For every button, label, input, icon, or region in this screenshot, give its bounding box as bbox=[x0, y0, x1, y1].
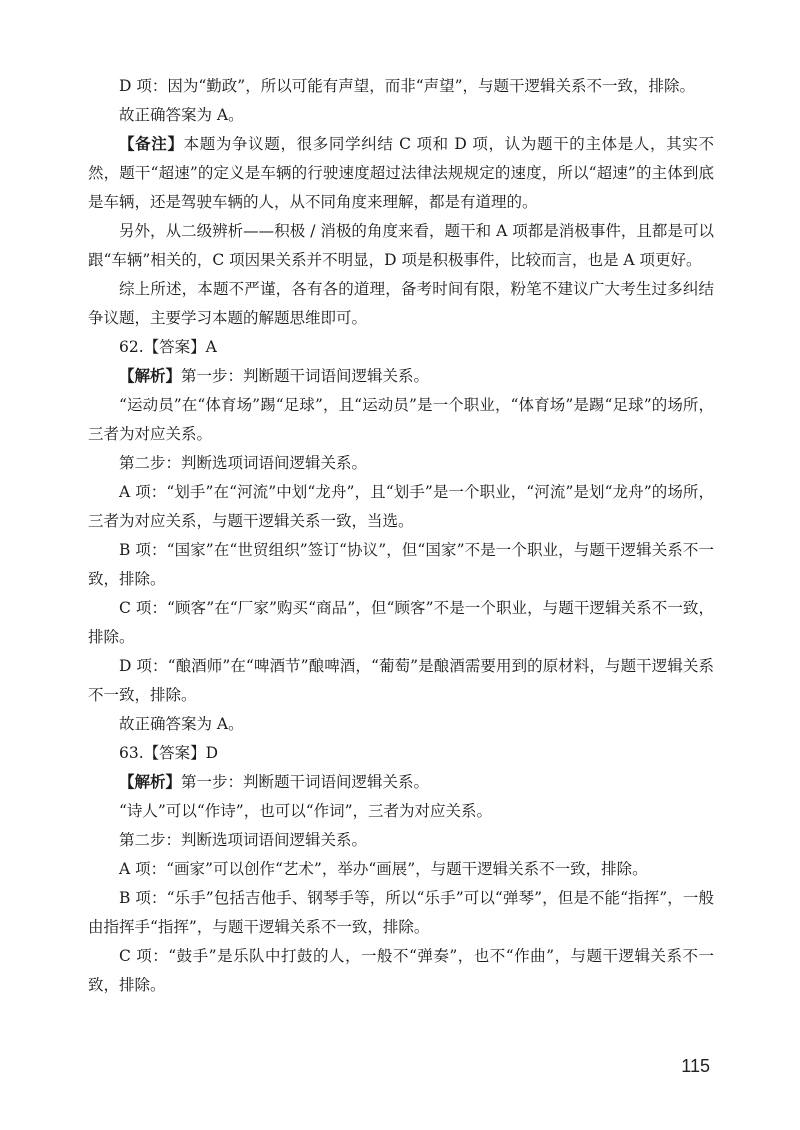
paragraph bbox=[88, 72, 714, 101]
paragraph-text: 故正确答案为 A。 bbox=[119, 715, 244, 733]
paragraph bbox=[88, 826, 714, 855]
paragraph bbox=[88, 391, 714, 449]
paragraph-text: “诗人”可以“作诗”，也可以“作词”，三者为对应关系。 bbox=[119, 802, 493, 820]
paragraph-text: 第一步：判断题干词语间逻辑关系。 bbox=[181, 367, 430, 385]
paragraph-text: B 项：“乐手”包括吉他手、钢琴手等，所以“乐手”可以“弹琴”，但是不能“指挥”，一般由指挥手“指挥”，与题干逻辑关系不一致，排除。 bbox=[88, 889, 714, 936]
analysis-paragraph bbox=[88, 362, 714, 391]
paragraph-text: 第二步：判断选项词语间逻辑关系。 bbox=[119, 831, 368, 849]
paragraph bbox=[88, 101, 714, 130]
option-a-paragraph bbox=[88, 855, 714, 884]
document-page bbox=[88, 72, 714, 1000]
paragraph-text: 第一步：判断题干词语间逻辑关系。 bbox=[181, 773, 430, 791]
paragraph bbox=[88, 449, 714, 478]
paragraph-text: 本题为争议题，很多同学纠结 C 项和 D 项，认为题干的主体是人，其实不然，题干“超速”的定义是车辆的行驶速度超过法律法规规定的速度，所以“超速”的主体到底是车辆，还是驾驶车辆的人，从不同角度来理解，都是有道理的。 bbox=[88, 135, 714, 211]
option-a-paragraph bbox=[88, 478, 714, 536]
analysis-paragraph bbox=[88, 768, 714, 797]
answer-heading-63 bbox=[88, 739, 714, 768]
paragraph-text: C 项：“顾客”在“厂家”购买“商品”，但“顾客”不是一个职业，与题干逻辑关系不一致，排除。 bbox=[88, 599, 714, 646]
option-b-paragraph bbox=[88, 536, 714, 594]
paragraph-text: D 项：“酿酒师”在“啤酒节”酿啤酒，“葡萄”是酿酒需要用到的原材料，与题干逻辑关系不一致，排除。 bbox=[88, 657, 714, 704]
paragraph bbox=[88, 217, 714, 275]
paragraph bbox=[88, 797, 714, 826]
paragraph-text: 综上所述，本题不严谨，各有各的道理，备考时间有限，粉笔不建议广大考生过多纠结争议题，主要学习本题的解题思维即可。 bbox=[88, 280, 714, 327]
paragraph-text: D 项：因为“勤政”，所以可能有声望，而非“声望”，与题干逻辑关系不一致，排除。 bbox=[119, 77, 696, 95]
paragraph-text: B 项：“国家”在“世贸组织”签订“协议”，但“国家”不是一个职业，与题干逻辑关系不一致，排除。 bbox=[88, 541, 714, 588]
option-c-paragraph bbox=[88, 942, 714, 1000]
note-paragraph bbox=[88, 130, 714, 217]
option-d-paragraph bbox=[88, 652, 714, 710]
paragraph bbox=[88, 275, 714, 333]
paragraph-text: “运动员”在“体育场”踢“足球”，且“运动员”是一个职业，“体育场”是踢“足球”的场所，三者为对应关系。 bbox=[88, 396, 714, 443]
note-tag: 【备注】 bbox=[119, 135, 184, 153]
paragraph-text: 第二步：判断选项词语间逻辑关系。 bbox=[119, 454, 368, 472]
analysis-tag: 【解析】 bbox=[119, 773, 182, 791]
option-c-paragraph bbox=[88, 594, 714, 652]
paragraph-text: A 项：“划手”在“河流”中划“龙舟”，且“划手”是一个职业，“河流”是划“龙舟”的场所，三者为对应关系，与题干逻辑关系一致，当选。 bbox=[88, 483, 714, 530]
answer-heading-62 bbox=[88, 333, 714, 362]
option-b-paragraph bbox=[88, 884, 714, 942]
analysis-tag: 【解析】 bbox=[119, 367, 182, 385]
answer-text: 62.【答案】A bbox=[119, 338, 217, 356]
paragraph-text: C 项：“鼓手”是乐队中打鼓的人，一般不“弹奏”，也不“作曲”，与题干逻辑关系不一致，排除。 bbox=[88, 947, 714, 994]
paragraph-text: 故正确答案为 A。 bbox=[119, 106, 244, 124]
page-number: 115 bbox=[681, 1056, 710, 1076]
answer-text: 63.【答案】D bbox=[119, 744, 219, 762]
paragraph bbox=[88, 710, 714, 739]
paragraph-text: 另外，从二级辨析——积极 / 消极的角度来看，题干和 A 项都是消极事件，且都是可以跟“车辆”相关的，C 项因果关系并不明显，D 项是积极事件，比较而言，也是 A 项更好。 bbox=[88, 222, 714, 269]
paragraph-text: A 项：“画家”可以创作“艺术”，举办“画展”，与题干逻辑关系不一致，排除。 bbox=[119, 860, 648, 878]
